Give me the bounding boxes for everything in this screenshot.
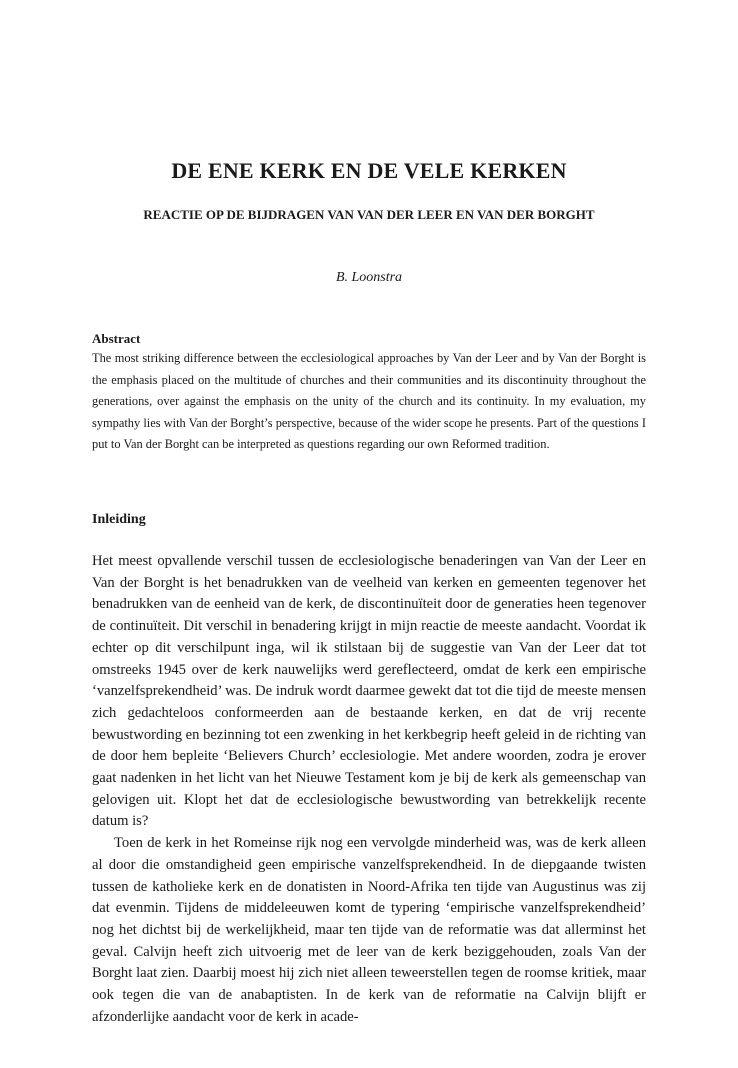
abstract-text: The most striking difference between the ecclesiological approaches by Van der Leer and by Van der Borght is the emphasis placed on the multitude of churches and their communities and its discontinuity throughout the generations, over against the emphasis on the unity of the church and its continuity. In my evaluation, my sympathy lies with Van der Borght’s perspective, because of the wider scope he presents. Part of the questions I put to Van der Borght can be interpreted as questions regarding our own Reformed tradition. <box>92 351 646 451</box>
body-paragraph: Het meest opvallende verschil tussen de ecclesiologische benaderingen van Van der Leer en Van der Borght is het benadrukken van de veelheid van kerken en gemeenten tegenover het benadrukken van de eenheid van de kerk, de discontinuïteit door de generaties heen tegenover de continuïteit. Dit verschil in benadering krijgt in mijn reactie de meeste aandacht. Voordat ik echter op dit verschilpunt inga, wil ik stilstaan bij de suggestie van Van der Leer dat tot omstreeks 1945 over de kerk nauwelijks werd gereflecteerd, omdat de kerk een empirische ‘vanzelfsprekendheid’ was. De indruk wordt daarmee gewekt dat tot die tijd de meeste mensen zich gedachteloos conformeerden aan de bestaande kerken, en dat de vrij recente bewustwording en bezinning tot een zwenking in het kerkbegrip heeft geleid in de richting van de door hem bepleite ‘Believers Church’ ecclesiologie. Met andere woorden, zodra je erover gaat nadenken in het licht van het Nieuwe Testament kom je bij de kerk als gemeenschap van gelovigen uit. Klopt het dat de ecclesiologische bewustwording van betrekkelijk recente datum is? <box>92 553 646 830</box>
section-body <box>92 551 646 1028</box>
article-subtitle: REACTIE OP DE BIJDRAGEN VAN VAN DER LEER EN VAN DER BORGHT <box>143 207 595 222</box>
article-title: DE ENE KERK EN DE VELE KERKEN <box>171 158 567 183</box>
body-paragraph: Toen de kerk in het Romeinse rijk nog een vervolgde minderheid was, was de kerk alleen al door die omstandigheid geen empirische vanzelfsprekendheid. In de diepgaande twisten tussen de katholieke kerk en de donatisten in Noord-Afrika ten tijde van Augustinus was zij dat evenmin. Tijdens de middeleeuwen komt de typering ‘empirische vanzelfsprekendheid’ nog het dichtst bij de werkelijkheid, maar ten tijde van de reformatie was dat allerminst het geval. Calvijn heeft zich uitvoerig met de leer van de kerk beziggehouden, zoals Van der Borght laat zien. Daarbij moest hij zich niet alleen teweerstellen tegen de roomse kritiek, maar ook tegen die van de anabaptisten. In de kerk van de reformatie na Calvijn blijft er afzonderlijke aandacht voor de kerk in acade- <box>92 835 646 1025</box>
section-heading-inleiding: Inleiding <box>92 512 146 527</box>
abstract-heading: Abstract <box>92 331 141 346</box>
author-name: B. Loonstra <box>335 270 403 285</box>
